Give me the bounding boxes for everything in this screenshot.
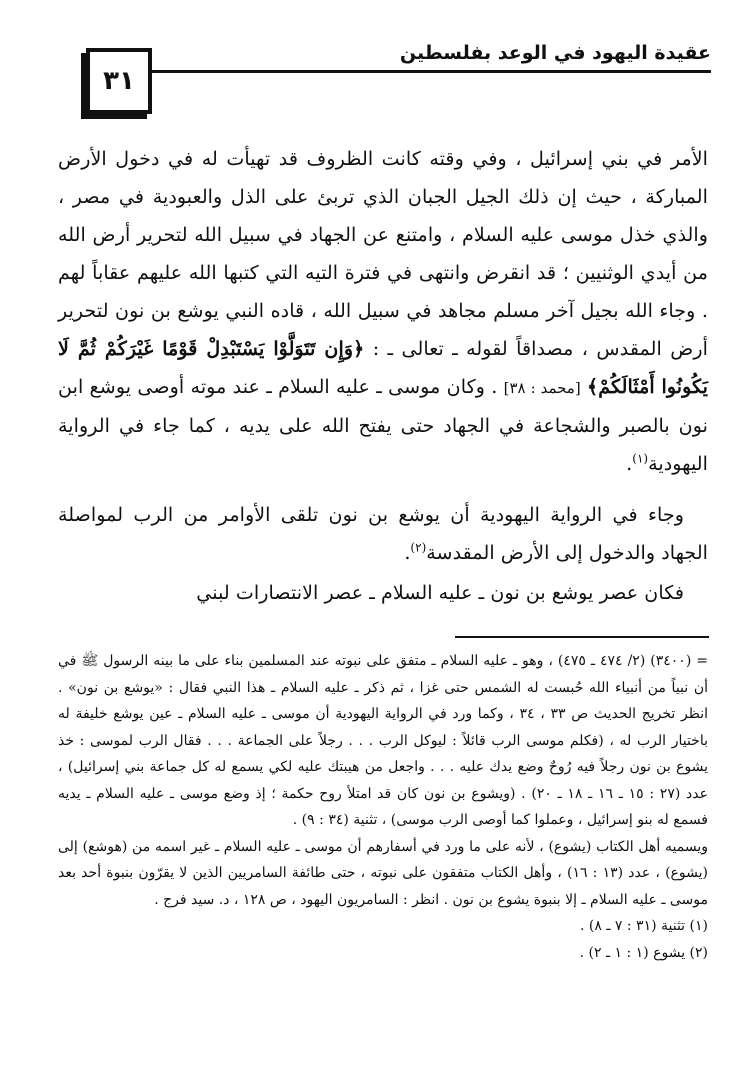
paragraph-text: وجاء في الرواية اليهودية أن يوشع بن نون تلقى الأوامر من الرب لمواصلة الجهاد والدخول إلى الأرض المقدسة	[58, 503, 708, 564]
footnote-marker: (١)	[632, 451, 649, 466]
footnote-rule	[455, 636, 709, 638]
footnote-list	[58, 913, 708, 966]
quran-verse: ﴿وَإِن تَتَوَلَّوْا يَسْتَبْدِلْ قَوْمًا غَيْرَكُمْ ثُمَّ لَا يَكُونُوا أَمْثَالَكُمْ﴾	[58, 337, 708, 398]
body-paragraph-1	[58, 140, 708, 483]
paragraph-end: .	[626, 452, 633, 475]
header-rule	[146, 70, 711, 73]
paragraph-text: الأمر في بني إسرائيل ، وفي وقته كانت الظروف قد تهيأت له في دخول الأرض المباركة ، حيث إن ذلك الجيل الجبان الذي تربئ على الذل والعبودية في مصر ، والذي خذل موسى عليه السلام ، وامتنع عن الجهاد في سبيل الله لتحرير أرض الله من أيدي الوثنيين ؛ قد انقرض وانتهى في فترة التيه التي كتبها الله عليهم عقاباً لهم . وجاء الله بجيل آخر مسلم مجاهد في سبيل الله ، قاده النبي يوشع بن نون لتحرير أرض المقدس ، مصداقاً لقوله ـ تعالى ـ :	[58, 147, 708, 360]
page-header	[86, 30, 711, 110]
page-number-box	[86, 48, 152, 114]
body-paragraph-2	[58, 496, 708, 572]
footnote-continuation: ويسميه أهل الكتاب (يشوع) ، لأنه على ما ورد في أسفارهم أن موسى ـ عليه السلام ـ غير اسمه من (هوشع) إلى (يشوع) ، عدد (١٣ : ١٦) ، وأهل الكتاب متفقون على نبوته ، حتى طائفة السامريين الذين لا يقرّون بنبوة أحد بعد موسى ـ عليه السلام ـ إلا بنبوة يشوع بن نون . انظر : السامريون اليهود ، ص ١٢٨ ، د. سيد فرج .	[58, 838, 708, 908]
verse-reference: [محمد : ٣٨]	[503, 379, 581, 397]
paragraph-text: فكان عصر يوشع بن نون ـ عليه السلام ـ عصر الانتصارات لبني	[196, 581, 684, 604]
page-number: ٣١	[103, 66, 135, 96]
footnote-marker: (٢)	[410, 540, 427, 555]
paragraph-end: .	[404, 541, 411, 564]
footnotes	[58, 648, 708, 966]
running-title: عقيدة اليهود في الوعد بفلسطين	[399, 42, 711, 64]
footnote-item: (١) تثنية (٣١ : ٧ ـ ٨) .	[579, 918, 708, 934]
footnote-continuation: = (٣٤٠٠) (٢/ ٤٧٤ ـ ٤٧٥) ، وهو ـ عليه السلام ـ متفق على نبوته عند المسلمين بناء على ما بينه الرسول ﷺ في أن نبياً من أنبياء الله حُبست له الشمس حتى غزا ، ثم ذكر ـ عليه السلام ـ هذا النبي فقال : «يوشع بن نون» . انظر تخريج الحديث ص ٣٣ ، ٣٤ ، وكما ورد في الرواية اليهودية أن موسى ـ عليه السلام ـ عين يوشع خليفة له باختيار الرب له ، (فكلم موسى الرب قائلاً : ليوكل الرب . . . رجلاً على الجماعة . . . فقال الرب لموسى : خذ يشوع بن نون رجلاً فيه رُوحٌ وضع يدك عليه . . . واجعل من هيبتك عليه لكي يسمع له كل جماعة بني إسرائيل) ، عدد (٢٧ : ١٥ ـ ١٦ ـ ١٨ ـ ٢٠) . (ويشوع بن نون كان قد امتلأ روح حكمة ؛ إذ وضع موسى ـ عليه السلام ـ يديه فسمع له بنو إسرائيل ، وعملوا كما أوصى الرب موسى) ، تثنية (٣٤ : ٩) .	[58, 653, 708, 828]
body-paragraph-3	[58, 574, 708, 612]
paragraph-text: . وكان موسى ـ عليه السلام ـ عند موته أوصى يوشع ابن نون بالصبر والشجاعة في الجهاد حتى يفتح الله على يديه ، كما جاء في الرواية اليهودية	[58, 375, 708, 475]
footnote-item: (٢) يشوع (١ : ١ ـ ٢) .	[579, 944, 708, 961]
